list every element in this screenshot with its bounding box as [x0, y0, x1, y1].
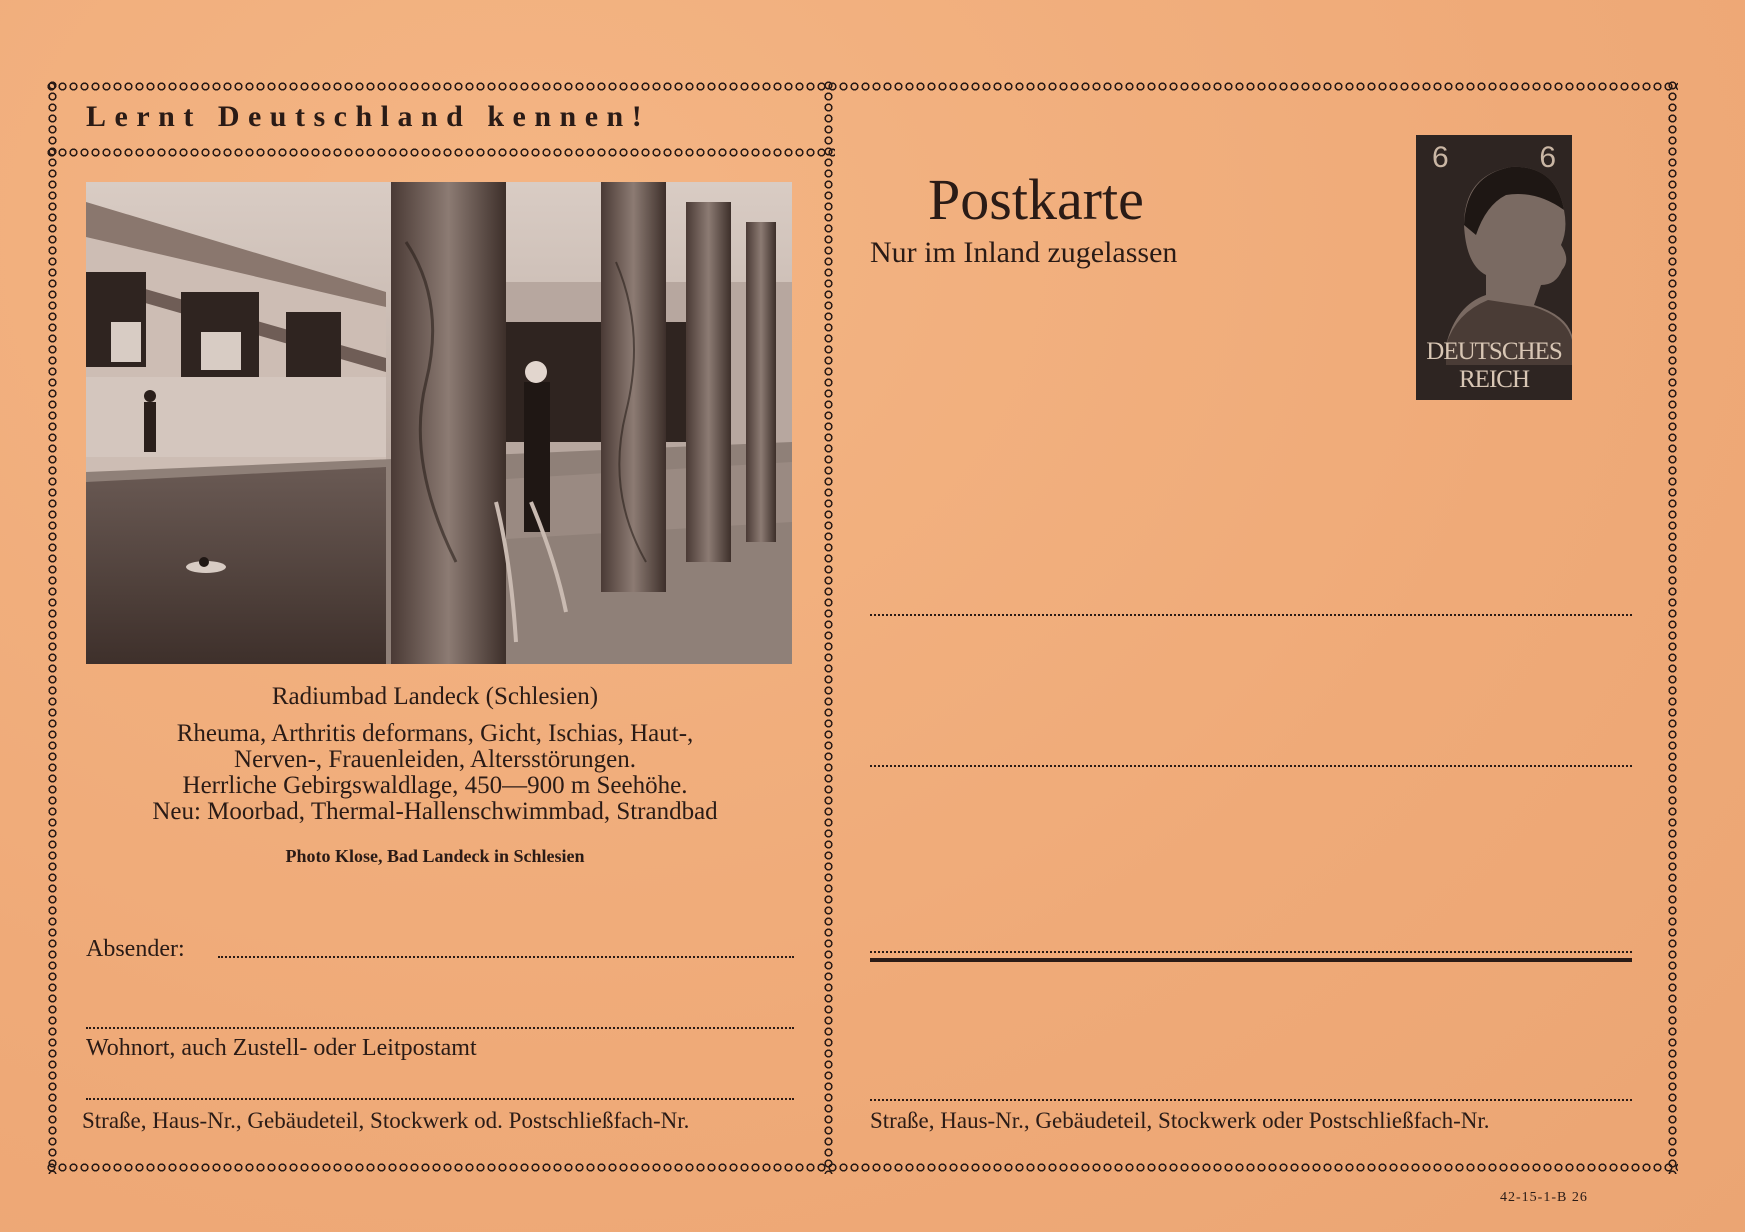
slogan-underline: [46, 146, 835, 159]
caption-line-1: Rheuma, Arthritis deformans, Gicht, Ischias, Haut-,: [176, 720, 694, 747]
photo-indoor-pool: [86, 182, 792, 664]
caption-title: Radiumbad Landeck (Schlesien): [271, 683, 599, 710]
absender-line[interactable]: [218, 956, 794, 958]
border-left: [46, 80, 59, 1174]
photo-credit: Photo Klose, Bad Landeck in Schlesien: [285, 846, 585, 866]
caption-line-4: Neu: Moorbad, Thermal-Hallenschwimmbad, Strandbad: [152, 798, 718, 825]
sender-strasse-label: Straße, Haus-Nr., Gebäudeteil, Stockwerk od. Postschließfach-Nr.: [82, 1108, 690, 1133]
border-bottom: [46, 1161, 1678, 1174]
absender-label: Absender:: [86, 936, 185, 962]
caption-line-2: Nerven-, Frauenleiden, Altersstörungen.: [234, 746, 636, 773]
inland-subtitle: Nur im Inland zugelassen: [870, 236, 1178, 269]
stamp-value-left: 6: [1432, 141, 1449, 174]
sender-name-line[interactable]: [86, 1027, 794, 1029]
print-code: 42-15-1-B 26: [1500, 1190, 1588, 1205]
address-line-3[interactable]: [870, 951, 1632, 953]
address-line-2[interactable]: [870, 765, 1632, 767]
address-line-4[interactable]: [870, 1099, 1632, 1101]
sender-wohnort-label: Wohnort, auch Zustell- oder Leitpostamt: [86, 1035, 477, 1061]
border-top: [46, 80, 1678, 93]
sender-wohnort-line[interactable]: [86, 1098, 794, 1100]
postage-stamp: [1416, 135, 1572, 400]
stamp-value-right: 6: [1539, 141, 1556, 174]
address-strasse-label: Straße, Haus-Nr., Gebäudeteil, Stockwerk oder Postschließfach-Nr.: [870, 1108, 1490, 1133]
slogan: Lernt Deutschland kennen!: [86, 100, 651, 133]
postkarte-title: Postkarte: [928, 167, 1144, 232]
address-line-1[interactable]: [870, 614, 1632, 616]
stamp-country: DEUTSCHES REICH: [1426, 338, 1562, 393]
border-divider: [822, 80, 835, 1174]
border-right: [1666, 80, 1679, 1174]
address-line-3-underline: [870, 958, 1632, 962]
caption-line-3: Herrliche Gebirgswaldlage, 450—900 m Seehöhe.: [182, 772, 688, 799]
